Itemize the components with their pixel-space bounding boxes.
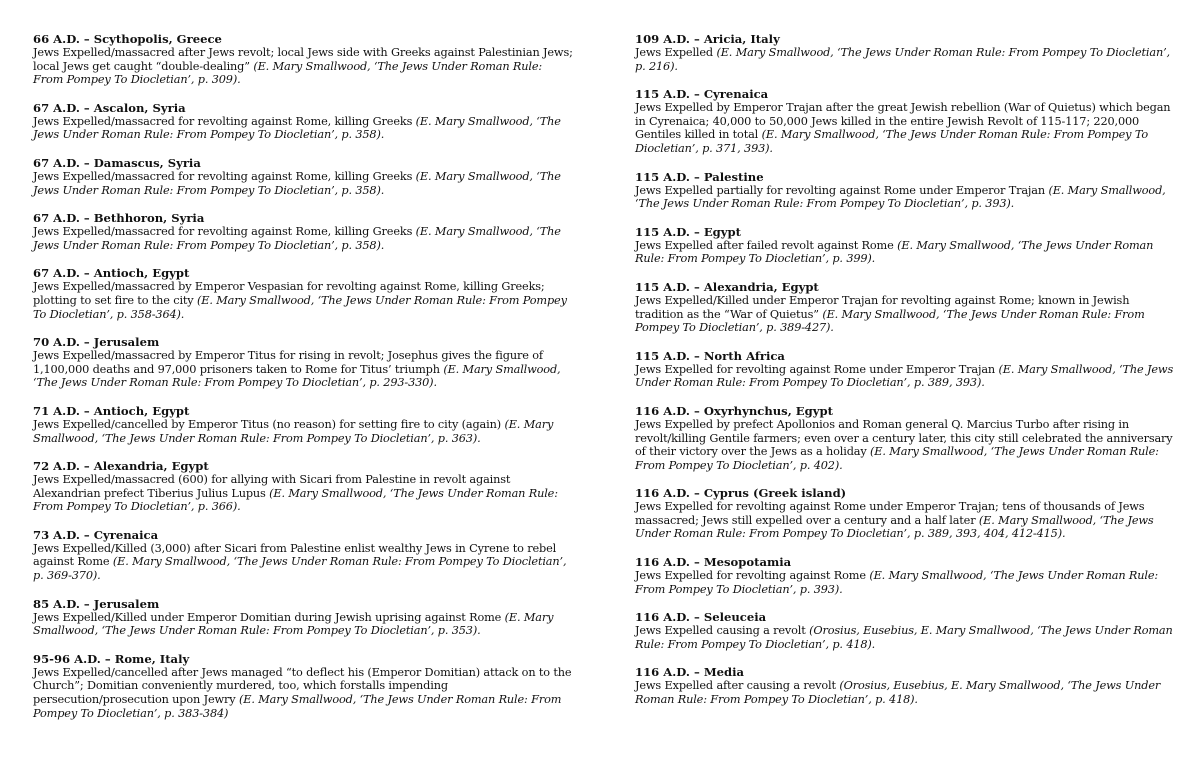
entry-source: (Orosius, Eusebius, E. Mary Smallwood, ‘The Jews Under Roman Rule: From Pompey To Diocletian’, p. 418). [635, 624, 1173, 651]
entry-text: Jews Expelled for revolting against Rome under Emperor Trajan; tens of thousands of Jews massacred; Jews still expelled over a century and a half later [635, 500, 1145, 527]
entry-text: Jews Expelled/Killed under Emperor Trajan for revolting against Rome; known in Jewish tradition as the “War of Quietus” [635, 293, 1130, 321]
entry [33, 598, 573, 638]
entry-heading: 67 A.D. – Bethhoron, Syria [33, 211, 205, 226]
entry [635, 33, 1180, 73]
entry-heading: 67 A.D. – Damascus, Syria [33, 155, 201, 170]
entry-heading: 115 A.D. – Cyrenaica [635, 87, 769, 102]
entry [33, 267, 573, 321]
entry-text: Jews Expelled for revolting against Rome under Emperor Trajan [635, 362, 996, 376]
entry-text: Jews Expelled/Killed (3,000) after Sicari from Palestine enlist wealthy Jews in Cyrene to rebel against Rome [33, 541, 557, 569]
entry-body [635, 624, 1180, 651]
entry-body [33, 46, 573, 87]
entry-heading: 67 A.D. – Ascalon, Syria [33, 100, 186, 115]
left-column [33, 33, 573, 735]
entry [635, 350, 1180, 390]
entry-source: (E. Mary Smallwood, ‘The Jews Under Roman Rule: From Pompey To Diocletian’, p. 358). [33, 169, 561, 197]
entry [635, 556, 1180, 596]
entry-heading: 116 A.D. – Oxyrhynchus, Egypt [635, 403, 833, 418]
entry-source: (E. Mary Smallwood, ‘The Jews Under Roman Rule: From Pompey To Diocletian’, p. 393). [635, 183, 1166, 211]
entry-source: (E. Mary Smallwood, ‘The Jews Under Roman Rule: From Pompey To Diocletian’, p. 366). [33, 486, 558, 514]
entry-source: (E. Mary Smallwood, ‘The Jews Under Roman Rule: From Pompey To Diocletian’, p. 383-384) [33, 693, 562, 720]
entry-text: Jews Expelled by Emperor Trajan after the great Jewish rebellion (War of Quietus) which began in Cyrenaica; 40,000 to 50,000 Jews killed in the entire Jewish Revolt of 115-117; 220,000 Gentiles killed in total [635, 101, 1171, 142]
entry-heading: 116 A.D. – Mesopotamia [635, 555, 792, 570]
entry-source: (E. Mary Smallwood, ‘The Jews Under Roman Rule: From Pompey To Diocletian’, p. 389-427). [635, 307, 1145, 335]
entry-body [635, 239, 1180, 266]
entry [635, 611, 1180, 651]
entry-heading: 115 A.D. – North Africa [635, 348, 785, 363]
entry-heading: 115 A.D. – Alexandria, Egypt [635, 279, 819, 294]
right-column [635, 33, 1180, 722]
entry-source: (E. Mary Smallwood, ‘The Jews Under Roman Rule: From Pompey To Diocletian’, p. 371, 393). [635, 128, 1149, 155]
entry-body [33, 611, 573, 638]
entry-heading: 116 A.D. – Media [635, 665, 745, 680]
entry-body [635, 363, 1180, 390]
entry-body [33, 170, 573, 197]
entry [635, 171, 1180, 211]
entry-source: (E. Mary Smallwood, ‘The Jews Under Roman Rule: From Pompey To Diocletian’, p. 389, 393, 404, 412-415). [635, 513, 1154, 541]
entry-heading: 66 A.D. – Scythopolis, Greece [33, 32, 222, 46]
entry-heading: 115 A.D. – Palestine [635, 169, 764, 184]
entry-source: (E. Mary Smallwood, ‘The Jews Under Roman Rule: From Pompey To Diocletian’, p. 358). [33, 114, 561, 142]
entry [33, 405, 573, 445]
entry-body [33, 225, 573, 252]
entry [33, 212, 573, 252]
entry-text: Jews Expelled for revolting against Rome [635, 569, 866, 583]
entry-text: Jews Expelled/massacred by Emperor Vespasian for revolting against Rome, killing Greeks; plotting to set fire to the city [33, 280, 545, 307]
entry-source: (E. Mary Smallwood, ‘The Jews Under Roman Rule: From Pompey To Diocletian’, p. 358-364). [33, 293, 567, 321]
entry-source: (E. Mary Smallwood, ‘The Jews Under Roman Rule: From Pompey To Diocletian’, p. 293-330). [33, 362, 561, 390]
entry [635, 88, 1180, 155]
entry-text: Jews Expelled/Killed under Emperor Domitian during Jewish uprising against Rome [33, 610, 502, 624]
entry [33, 460, 573, 514]
entry-source: (E. Mary Smallwood, ‘The Jews Under Roman Rule: From Pompey To Diocletian’, p. 309). [33, 59, 543, 87]
entry [635, 226, 1180, 266]
entry [33, 653, 573, 720]
entry-heading: 116 A.D. – Cyprus (Greek island) [635, 486, 847, 501]
entry [33, 529, 573, 583]
entry-body [635, 294, 1180, 335]
entry-text: Jews Expelled after causing a revolt [635, 679, 836, 693]
entry [33, 102, 573, 142]
entry-body [33, 418, 573, 445]
entry-body [635, 418, 1180, 472]
entry-source: (E. Mary Smallwood, ‘The Jews Under Roman Rule: From Pompey To Diocletian’, p. 353). [33, 610, 554, 638]
entry-text: Jews Expelled after failed revolt against Rome [635, 238, 894, 252]
entry-heading: 115 A.D. – Egypt [635, 224, 741, 239]
entry-source: (Orosius, Eusebius, E. Mary Smallwood, ‘The Jews Under Roman Rule: From Pompey To Diocletian’, p. 418). [635, 679, 1161, 707]
entry-text: Jews Expelled by prefect Apollonios and Roman general Q. Marcius Turbo after rising in revolt/killing Gentile farmers; even over a century later, this city still celebrated the anniversary of their victory over the Jews as a holiday [635, 417, 1173, 459]
entry-body [635, 500, 1180, 541]
entry [33, 33, 573, 87]
entry-body [33, 349, 573, 390]
entry-body [33, 666, 573, 720]
entry-body [635, 679, 1180, 706]
entry [635, 281, 1180, 335]
entry-text: Jews Expelled/massacred after Jews revolt; local Jews side with Greeks against Palestinian Jews; local Jews get caught “double-dealing” [33, 46, 573, 73]
entry-heading: 109 A.D. – Aricia, Italy [635, 32, 780, 46]
entry-text: Jews Expelled/massacred for revolting against Rome, killing Greeks [33, 225, 413, 239]
entry-heading: 95-96 A.D. – Rome, Italy [33, 651, 190, 666]
entry-source: (E. Mary Smallwood, ‘The Jews Under Roman Rule: From Pompey To Diocletian’, p. 369-370). [33, 555, 567, 583]
entry [635, 666, 1180, 706]
entry [635, 487, 1180, 541]
entry-heading: 67 A.D. – Antioch, Egypt [33, 266, 190, 281]
entry-body [635, 184, 1180, 211]
entry-body [33, 115, 573, 142]
entry-text: Jews Expelled [635, 46, 713, 59]
entry-source: (E. Mary Smallwood, ‘The Jews Under Roman Rule: From Pompey To Diocletian’, p. 358). [33, 225, 561, 252]
entry-text: Jews Expelled/massacred for revolting against Rome, killing Greeks [33, 114, 413, 128]
entry [33, 336, 573, 390]
entry-heading: 71 A.D. – Antioch, Egypt [33, 403, 190, 418]
entry-heading: 72 A.D. – Alexandria, Egypt [33, 459, 209, 474]
entry-source: (E. Mary Smallwood, ‘The Jews Under Roman Rule: From Pompey To Diocletian’, p. 389, 393). [635, 362, 1174, 390]
entry-heading: 73 A.D. – Cyrenaica [33, 527, 159, 542]
entry-text: Jews Expelled/cancelled after Jews managed “to deflect his (Emperor Domitian) attack on to the Church”; Domitian conveniently murdered, too, which forstalls impending persecution/prosecution upon Jewry [33, 665, 572, 707]
entry-text: Jews Expelled/massacred by Emperor Titus for rising in revolt; Josephus gives the figure of 1,100,000 deaths and 97,000 prisoners taken to Rome for Titus’ triumph [33, 349, 543, 376]
entry [33, 157, 573, 197]
entry-source: (E. Mary Smallwood, ‘The Jews Under Roman Rule: From Pompey To Diocletian’, p. 402). [635, 445, 1159, 472]
entry-source: (E. Mary Smallwood, ‘The Jews Under Roman Rule: From Pompey To Diocletian’, p. 399). [635, 238, 1154, 266]
entry-body [33, 280, 573, 321]
entry-body [635, 101, 1180, 155]
entry-text: Jews Expelled/massacred (600) for allying with Sicari from Palestine in revolt against Alexandrian prefect Tiberius Julius Lupus [33, 473, 511, 500]
entry-heading: 70 A.D. – Jerusalem [33, 335, 160, 350]
entry-source: (E. Mary Smallwood, ‘The Jews Under Roman Rule: From Pompey To Diocletian’, p. 216). [635, 46, 1170, 73]
entry-source: (E. Mary Smallwood, ‘The Jews Under Roman Rule: From Pompey To Diocletian’, p. 363). [33, 417, 554, 445]
entry-heading: 116 A.D. – Seleuceia [635, 610, 767, 625]
entry-text: Jews Expelled partially for revolting against Rome under Emperor Trajan [635, 183, 1045, 197]
entry-source: (E. Mary Smallwood, ‘The Jews Under Roman Rule: From Pompey To Diocletian’, p. 393). [635, 569, 1159, 596]
entry-body [33, 473, 573, 514]
entry-body [635, 46, 1180, 73]
entry-body [33, 542, 573, 583]
entry [635, 405, 1180, 472]
entry-text: Jews Expelled/cancelled by Emperor Titus (no reason) for setting fire to city (again) [33, 417, 501, 431]
entry-text: Jews Expelled causing a revolt [635, 624, 806, 638]
entry-heading: 85 A.D. – Jerusalem [33, 596, 160, 611]
entry-text: Jews Expelled/massacred for revolting against Rome, killing Greeks [33, 169, 413, 183]
entry-body [635, 569, 1180, 596]
